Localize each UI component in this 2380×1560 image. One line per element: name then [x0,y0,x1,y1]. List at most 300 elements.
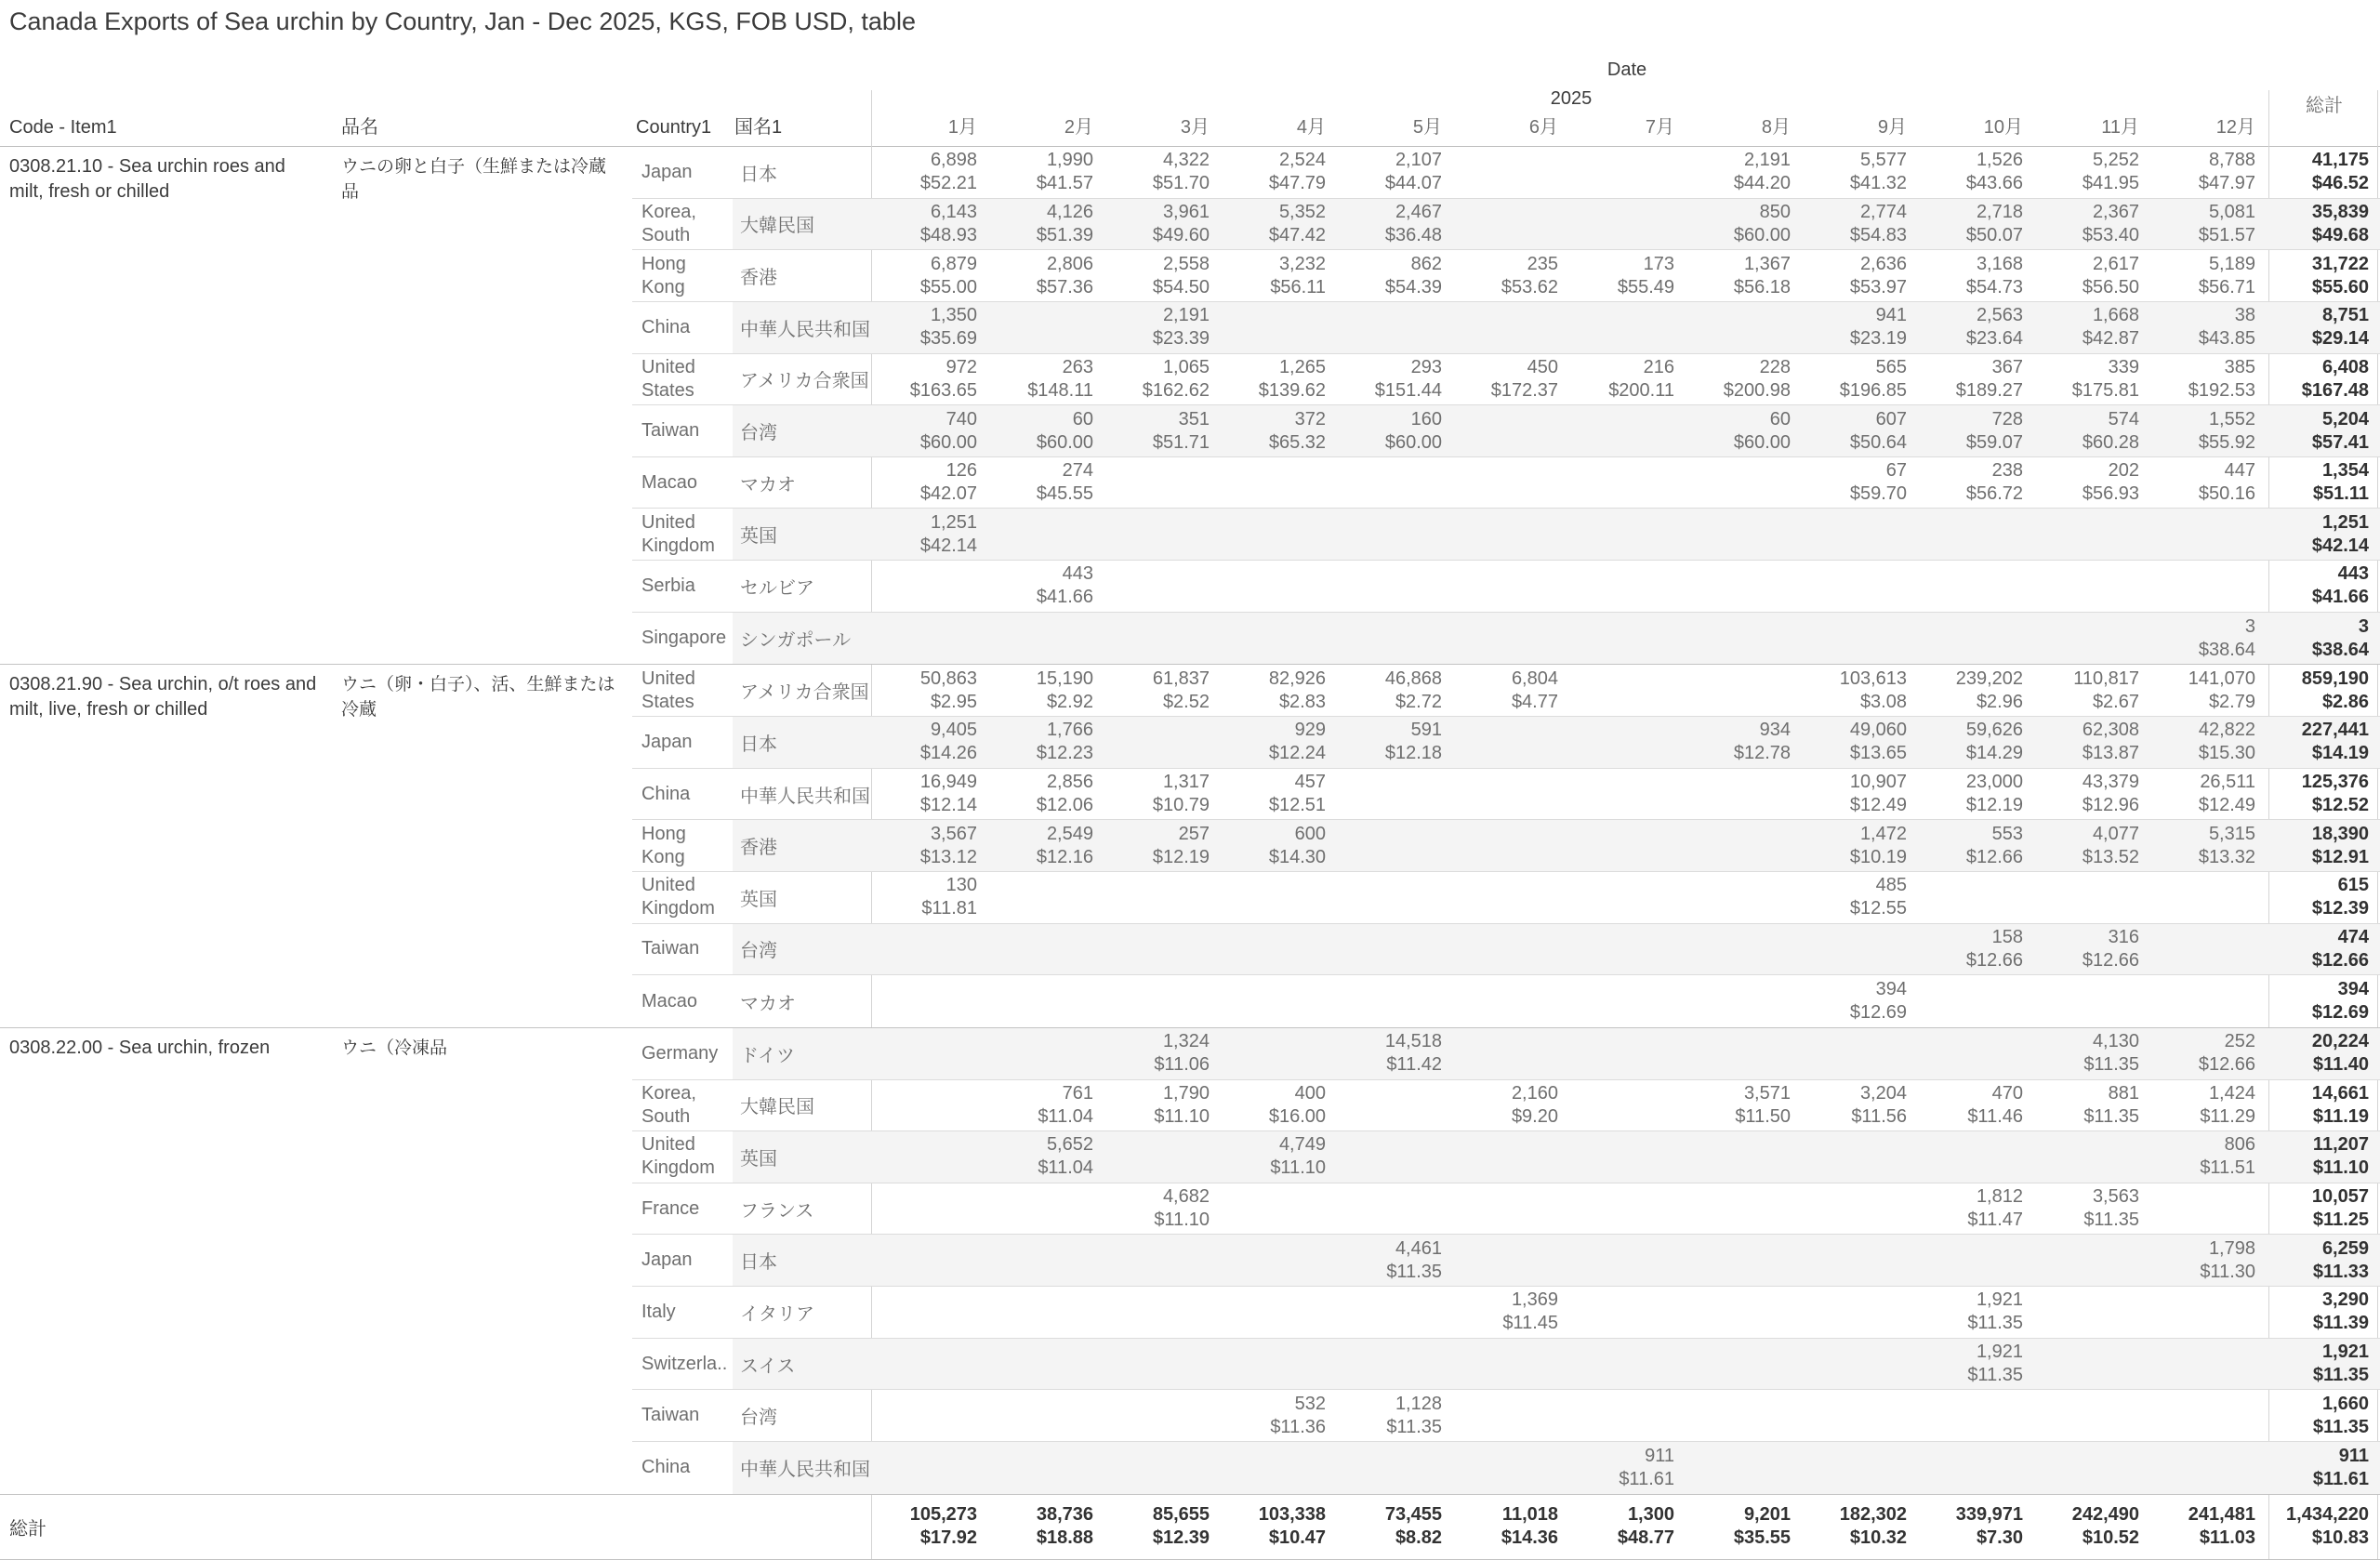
country-jp-cell[interactable]: 台湾 [740,1408,777,1429]
value-cell-month-9[interactable] [1804,924,1920,975]
row-total-cell[interactable] [2268,1339,2380,1390]
value-cell-month-2[interactable] [990,1442,1106,1494]
value-cell-month-1[interactable] [874,1339,990,1390]
value-cell-month-2[interactable] [990,820,1106,871]
value-cell-month-11[interactable] [2036,820,2152,871]
value-cell-month-10[interactable] [1920,1390,2036,1441]
value-cell-month-4[interactable] [1223,665,1339,716]
value-cell-month-7[interactable] [1571,613,1687,665]
value-cell-month-11[interactable] [2036,924,2152,975]
value-cell-month-8[interactable] [1687,769,1804,820]
value-cell-month-4[interactable] [1223,250,1339,301]
year-header[interactable]: 2025 [1550,88,1593,109]
value-cell-month-11[interactable] [2036,509,2152,560]
value-cell-month-8[interactable] [1687,405,1804,456]
month-header-1[interactable]: 1月 [947,117,977,138]
month-header-10[interactable]: 10月 [1983,117,2023,138]
value-cell-month-4[interactable] [1223,405,1339,456]
value-cell-month-12[interactable] [2152,717,2268,768]
value-cell-month-5[interactable] [1339,1080,1455,1131]
row-total-cell[interactable] [2268,1028,2380,1079]
value-cell-month-3[interactable] [1106,820,1223,871]
value-cell-month-4[interactable] [1223,1235,1339,1286]
value-cell-month-4[interactable] [1223,1183,1339,1235]
value-cell-month-10[interactable] [1920,717,2036,768]
country-jp-cell[interactable]: アメリカ合衆国 [740,682,869,704]
value-cell-month-1[interactable] [874,1080,990,1131]
country-cell[interactable]: China [632,1442,733,1494]
value-cell-month-8[interactable] [1687,717,1804,768]
value-cell-month-8[interactable] [1687,613,1804,665]
value-cell-month-6[interactable] [1455,820,1571,871]
value-cell-month-9[interactable] [1804,1495,1920,1559]
value-cell-month-12[interactable] [2152,665,2268,716]
value-cell-month-3[interactable] [1106,1235,1223,1286]
column-header-country[interactable]: Country1 [636,117,712,138]
value-cell-month-9[interactable] [1804,1442,1920,1494]
value-cell-month-9[interactable] [1804,665,1920,716]
value-cell-month-4[interactable] [1223,1131,1339,1183]
value-cell-month-6[interactable] [1455,147,1571,198]
value-cell-month-3[interactable] [1106,872,1223,923]
country-cell[interactable]: Hong Kong [632,820,733,871]
month-header-8[interactable]: 8月 [1761,117,1791,138]
value-cell-month-1[interactable] [874,1183,990,1235]
grand-total-column-header[interactable]: 総計 [2306,96,2343,116]
value-cell-month-7[interactable] [1571,1235,1687,1286]
value-cell-month-7[interactable] [1571,1339,1687,1390]
value-cell-month-7[interactable] [1571,1287,1687,1338]
value-cell-month-11[interactable] [2036,561,2152,612]
month-header-3[interactable]: 3月 [1180,117,1210,138]
value-cell-month-1[interactable] [874,820,990,871]
value-cell-month-6[interactable] [1455,1235,1571,1286]
row-total-cell[interactable] [2268,665,2380,716]
value-cell-month-2[interactable] [990,1390,1106,1441]
value-cell-month-5[interactable] [1339,1131,1455,1183]
country-cell[interactable]: Japan [632,147,733,198]
value-cell-month-6[interactable] [1455,561,1571,612]
value-cell-month-11[interactable] [2036,1028,2152,1079]
value-cell-month-6[interactable] [1455,199,1571,250]
value-cell-month-1[interactable] [874,405,990,456]
value-cell-month-10[interactable] [1920,769,2036,820]
value-cell-month-4[interactable] [1223,1339,1339,1390]
country-jp-cell[interactable]: 香港 [740,838,777,859]
value-cell-month-5[interactable] [1339,1028,1455,1079]
country-jp-cell[interactable]: ドイツ [740,1045,795,1066]
value-cell-month-1[interactable] [874,302,990,353]
value-cell-month-4[interactable] [1223,302,1339,353]
value-cell-month-12[interactable] [2152,924,2268,975]
value-cell-month-4[interactable] [1223,1028,1339,1079]
country-jp-cell[interactable]: 日本 [740,734,777,755]
value-cell-month-5[interactable] [1339,665,1455,716]
value-cell-month-9[interactable] [1804,509,1920,560]
value-cell-month-7[interactable] [1571,1080,1687,1131]
value-cell-month-3[interactable] [1106,1131,1223,1183]
value-cell-month-11[interactable] [2036,199,2152,250]
row-total-cell[interactable] [2268,1390,2380,1441]
value-cell-month-2[interactable] [990,1183,1106,1235]
value-cell-month-7[interactable] [1571,1131,1687,1183]
value-cell-month-5[interactable] [1339,199,1455,250]
value-cell-month-6[interactable] [1455,250,1571,301]
month-header-11[interactable]: 11月 [2101,117,2139,138]
value-cell-month-8[interactable] [1687,1080,1804,1131]
value-cell-month-5[interactable] [1339,457,1455,509]
value-cell-month-4[interactable] [1223,199,1339,250]
value-cell-month-8[interactable] [1687,354,1804,405]
value-cell-month-3[interactable] [1106,509,1223,560]
value-cell-month-1[interactable] [874,147,990,198]
value-cell-month-5[interactable] [1339,769,1455,820]
value-cell-month-7[interactable] [1571,1442,1687,1494]
value-cell-month-11[interactable] [2036,354,2152,405]
value-cell-month-8[interactable] [1687,1495,1804,1559]
value-cell-month-7[interactable] [1571,1390,1687,1441]
value-cell-month-11[interactable] [2036,1131,2152,1183]
value-cell-month-2[interactable] [990,509,1106,560]
value-cell-month-4[interactable] [1223,975,1339,1027]
value-cell-month-10[interactable] [1920,1131,2036,1183]
row-total-cell[interactable] [2268,457,2380,509]
value-cell-month-3[interactable] [1106,457,1223,509]
value-cell-month-4[interactable] [1223,769,1339,820]
value-cell-month-5[interactable] [1339,872,1455,923]
value-cell-month-8[interactable] [1687,665,1804,716]
value-cell-month-7[interactable] [1571,561,1687,612]
value-cell-month-9[interactable] [1804,457,1920,509]
value-cell-month-1[interactable] [874,1287,990,1338]
value-cell-month-10[interactable] [1920,147,2036,198]
value-cell-month-9[interactable] [1804,1339,1920,1390]
row-total-cell[interactable] [2268,302,2380,353]
row-total-cell[interactable] [2268,405,2380,456]
row-total-cell[interactable] [2268,1080,2380,1131]
grand-total-row-label[interactable]: 総計 [9,1518,46,1540]
row-total-cell[interactable] [2268,1287,2380,1338]
value-cell-month-4[interactable] [1223,1287,1339,1338]
date-dimension-label[interactable]: Date [1606,59,1647,80]
value-cell-month-3[interactable] [1106,199,1223,250]
value-cell-month-5[interactable] [1339,1390,1455,1441]
value-cell-month-12[interactable] [2152,250,2268,301]
value-cell-month-10[interactable] [1920,872,2036,923]
value-cell-month-11[interactable] [2036,613,2152,665]
value-cell-month-12[interactable] [2152,613,2268,665]
value-cell-month-4[interactable] [1223,1442,1339,1494]
value-cell-month-9[interactable] [1804,561,1920,612]
row-total-cell[interactable] [2268,199,2380,250]
value-cell-month-8[interactable] [1687,1131,1804,1183]
country-cell[interactable]: Japan [632,717,733,768]
country-cell[interactable]: United Kingdom [632,872,733,923]
value-cell-month-12[interactable] [2152,199,2268,250]
value-cell-month-10[interactable] [1920,1183,2036,1235]
value-cell-month-7[interactable] [1571,1495,1687,1559]
value-cell-month-5[interactable] [1339,354,1455,405]
value-cell-month-12[interactable] [2152,1339,2268,1390]
value-cell-month-2[interactable] [990,769,1106,820]
value-cell-month-10[interactable] [1920,561,2036,612]
value-cell-month-12[interactable] [2152,509,2268,560]
row-total-cell[interactable] [2268,250,2380,301]
value-cell-month-1[interactable] [874,769,990,820]
country-jp-cell[interactable]: 香港 [740,268,777,289]
value-cell-month-9[interactable] [1804,302,1920,353]
value-cell-month-7[interactable] [1571,147,1687,198]
value-cell-month-7[interactable] [1571,509,1687,560]
value-cell-month-10[interactable] [1920,250,2036,301]
value-cell-month-2[interactable] [990,1080,1106,1131]
country-jp-cell[interactable]: 英国 [740,1148,777,1170]
value-cell-month-1[interactable] [874,1495,990,1559]
country-cell[interactable]: Macao [632,457,733,509]
value-cell-month-2[interactable] [990,199,1106,250]
value-cell-month-11[interactable] [2036,872,2152,923]
row-total-cell[interactable] [2268,509,2380,560]
value-cell-month-2[interactable] [990,250,1106,301]
value-cell-month-6[interactable] [1455,1495,1571,1559]
value-cell-month-6[interactable] [1455,1028,1571,1079]
value-cell-month-1[interactable] [874,872,990,923]
value-cell-month-6[interactable] [1455,1131,1571,1183]
value-cell-month-12[interactable] [2152,1390,2268,1441]
value-cell-month-6[interactable] [1455,872,1571,923]
country-cell[interactable]: China [632,769,733,820]
value-cell-month-2[interactable] [990,1287,1106,1338]
value-cell-month-9[interactable] [1804,1183,1920,1235]
month-header-6[interactable]: 6月 [1528,117,1558,138]
value-cell-month-11[interactable] [2036,769,2152,820]
value-cell-month-2[interactable] [990,1495,1106,1559]
value-cell-month-5[interactable] [1339,1183,1455,1235]
value-cell-month-9[interactable] [1804,147,1920,198]
country-cell[interactable]: United States [632,665,733,716]
month-header-7[interactable]: 7月 [1645,117,1674,138]
value-cell-month-7[interactable] [1571,665,1687,716]
value-cell-month-3[interactable] [1106,1495,1223,1559]
value-cell-month-12[interactable] [2152,769,2268,820]
value-cell-month-12[interactable] [2152,975,2268,1027]
value-cell-month-8[interactable] [1687,561,1804,612]
value-cell-month-9[interactable] [1804,1080,1920,1131]
country-cell[interactable]: Japan [632,1235,733,1286]
value-cell-month-5[interactable] [1339,250,1455,301]
value-cell-month-6[interactable] [1455,405,1571,456]
value-cell-month-1[interactable] [874,199,990,250]
value-cell-month-12[interactable] [2152,872,2268,923]
item-name-jp-cell[interactable]: ウニ（卵・白子）、活、生鮮または冷蔵 [341,675,615,721]
row-total-cell[interactable] [2268,1235,2380,1286]
value-cell-month-5[interactable] [1339,302,1455,353]
value-cell-month-7[interactable] [1571,354,1687,405]
value-cell-month-2[interactable] [990,147,1106,198]
column-header-code[interactable]: Code - Item1 [9,117,117,138]
value-cell-month-3[interactable] [1106,1442,1223,1494]
row-total-cell[interactable] [2268,354,2380,405]
value-cell-month-7[interactable] [1571,1183,1687,1235]
value-cell-month-10[interactable] [1920,405,2036,456]
value-cell-month-2[interactable] [990,1235,1106,1286]
value-cell-month-3[interactable] [1106,354,1223,405]
value-cell-month-2[interactable] [990,457,1106,509]
value-cell-month-3[interactable] [1106,405,1223,456]
value-cell-month-8[interactable] [1687,1390,1804,1441]
country-cell[interactable]: Singapore [632,613,733,665]
value-cell-month-9[interactable] [1804,872,1920,923]
value-cell-month-5[interactable] [1339,924,1455,975]
row-total-cell[interactable] [2268,872,2380,923]
row-total-cell[interactable] [2268,975,2380,1027]
value-cell-month-5[interactable] [1339,820,1455,871]
value-cell-month-1[interactable] [874,1442,990,1494]
value-cell-month-9[interactable] [1804,1287,1920,1338]
item-code-cell[interactable]: 0308.22.00 - Sea urchin, frozen [9,1037,271,1058]
value-cell-month-7[interactable] [1571,769,1687,820]
value-cell-month-2[interactable] [990,872,1106,923]
country-cell[interactable]: Hong Kong [632,250,733,301]
value-cell-month-12[interactable] [2152,1235,2268,1286]
value-cell-month-10[interactable] [1920,924,2036,975]
row-total-cell[interactable] [2268,769,2380,820]
value-cell-month-7[interactable] [1571,250,1687,301]
value-cell-month-4[interactable] [1223,820,1339,871]
value-cell-month-2[interactable] [990,405,1106,456]
value-cell-month-10[interactable] [1920,199,2036,250]
value-cell-month-10[interactable] [1920,665,2036,716]
value-cell-month-1[interactable] [874,1235,990,1286]
value-cell-month-1[interactable] [874,457,990,509]
value-cell-month-12[interactable] [2152,820,2268,871]
month-header-12[interactable]: 12月 [2215,117,2255,138]
value-cell-month-2[interactable] [990,665,1106,716]
country-jp-cell[interactable]: 台湾 [740,941,777,962]
country-cell[interactable]: Macao [632,975,733,1027]
value-cell-month-3[interactable] [1106,561,1223,612]
value-cell-month-6[interactable] [1455,1390,1571,1441]
value-cell-month-1[interactable] [874,613,990,665]
value-cell-month-2[interactable] [990,1028,1106,1079]
country-jp-cell[interactable]: アメリカ合衆国 [740,371,869,392]
row-total-cell[interactable] [2268,924,2380,975]
value-cell-month-1[interactable] [874,250,990,301]
value-cell-month-6[interactable] [1455,924,1571,975]
value-cell-month-7[interactable] [1571,872,1687,923]
row-total-cell[interactable] [2268,1442,2380,1494]
value-cell-month-9[interactable] [1804,1390,1920,1441]
value-cell-month-3[interactable] [1106,1390,1223,1441]
value-cell-month-8[interactable] [1687,1028,1804,1079]
item-name-jp-cell[interactable]: ウニの卵と白子（生鮮または冷蔵品 [341,157,607,202]
value-cell-month-6[interactable] [1455,1442,1571,1494]
value-cell-month-11[interactable] [2036,405,2152,456]
value-cell-month-12[interactable] [2152,1495,2268,1559]
value-cell-month-12[interactable] [2152,1442,2268,1494]
value-cell-month-10[interactable] [1920,1287,2036,1338]
column-header-kokumei[interactable]: 国名1 [734,117,783,138]
value-cell-month-1[interactable] [874,924,990,975]
value-cell-month-4[interactable] [1223,354,1339,405]
value-cell-month-12[interactable] [2152,561,2268,612]
value-cell-month-1[interactable] [874,1390,990,1441]
month-header-5[interactable]: 5月 [1412,117,1442,138]
value-cell-month-3[interactable] [1106,1339,1223,1390]
value-cell-month-10[interactable] [1920,1235,2036,1286]
country-cell[interactable]: Germany [632,1028,733,1079]
value-cell-month-5[interactable] [1339,1235,1455,1286]
value-cell-month-9[interactable] [1804,1235,1920,1286]
value-cell-month-10[interactable] [1920,613,2036,665]
country-jp-cell[interactable]: フランス [740,1200,814,1222]
value-cell-month-6[interactable] [1455,665,1571,716]
value-cell-month-4[interactable] [1223,872,1339,923]
value-cell-month-2[interactable] [990,1131,1106,1183]
value-cell-month-2[interactable] [990,975,1106,1027]
value-cell-month-8[interactable] [1687,1235,1804,1286]
row-total-cell[interactable] [2268,147,2380,198]
value-cell-month-3[interactable] [1106,924,1223,975]
country-cell[interactable]: France [632,1183,733,1235]
country-jp-cell[interactable]: 日本 [740,164,777,185]
value-cell-month-12[interactable] [2152,302,2268,353]
value-cell-month-2[interactable] [990,302,1106,353]
value-cell-month-12[interactable] [2152,457,2268,509]
country-jp-cell[interactable]: マカオ [740,993,796,1014]
country-jp-cell[interactable]: 大韓民国 [740,1097,814,1118]
value-cell-month-12[interactable] [2152,1183,2268,1235]
value-cell-month-7[interactable] [1571,1028,1687,1079]
value-cell-month-10[interactable] [1920,975,2036,1027]
value-cell-month-8[interactable] [1687,924,1804,975]
value-cell-month-12[interactable] [2152,354,2268,405]
value-cell-month-6[interactable] [1455,1080,1571,1131]
grand-total-cell[interactable] [2268,1495,2380,1559]
country-jp-cell[interactable]: 英国 [740,889,777,910]
value-cell-month-5[interactable] [1339,1442,1455,1494]
value-cell-month-7[interactable] [1571,302,1687,353]
value-cell-month-10[interactable] [1920,354,2036,405]
value-cell-month-6[interactable] [1455,457,1571,509]
country-jp-cell[interactable]: マカオ [740,474,796,496]
value-cell-month-8[interactable] [1687,1339,1804,1390]
value-cell-month-12[interactable] [2152,1028,2268,1079]
row-total-cell[interactable] [2268,1183,2380,1235]
value-cell-month-8[interactable] [1687,199,1804,250]
value-cell-month-11[interactable] [2036,1495,2152,1559]
value-cell-month-11[interactable] [2036,1183,2152,1235]
value-cell-month-7[interactable] [1571,199,1687,250]
country-cell[interactable]: Switzerla.. [632,1339,733,1390]
value-cell-month-1[interactable] [874,1131,990,1183]
value-cell-month-11[interactable] [2036,1339,2152,1390]
value-cell-month-3[interactable] [1106,250,1223,301]
value-cell-month-11[interactable] [2036,147,2152,198]
value-cell-month-1[interactable] [874,354,990,405]
row-total-cell[interactable] [2268,561,2380,612]
value-cell-month-10[interactable] [1920,457,2036,509]
value-cell-month-8[interactable] [1687,302,1804,353]
value-cell-month-4[interactable] [1223,457,1339,509]
value-cell-month-3[interactable] [1106,1287,1223,1338]
value-cell-month-2[interactable] [990,1339,1106,1390]
value-cell-month-3[interactable] [1106,1183,1223,1235]
country-cell[interactable]: United States [632,354,733,405]
value-cell-month-9[interactable] [1804,354,1920,405]
value-cell-month-3[interactable] [1106,769,1223,820]
value-cell-month-11[interactable] [2036,717,2152,768]
